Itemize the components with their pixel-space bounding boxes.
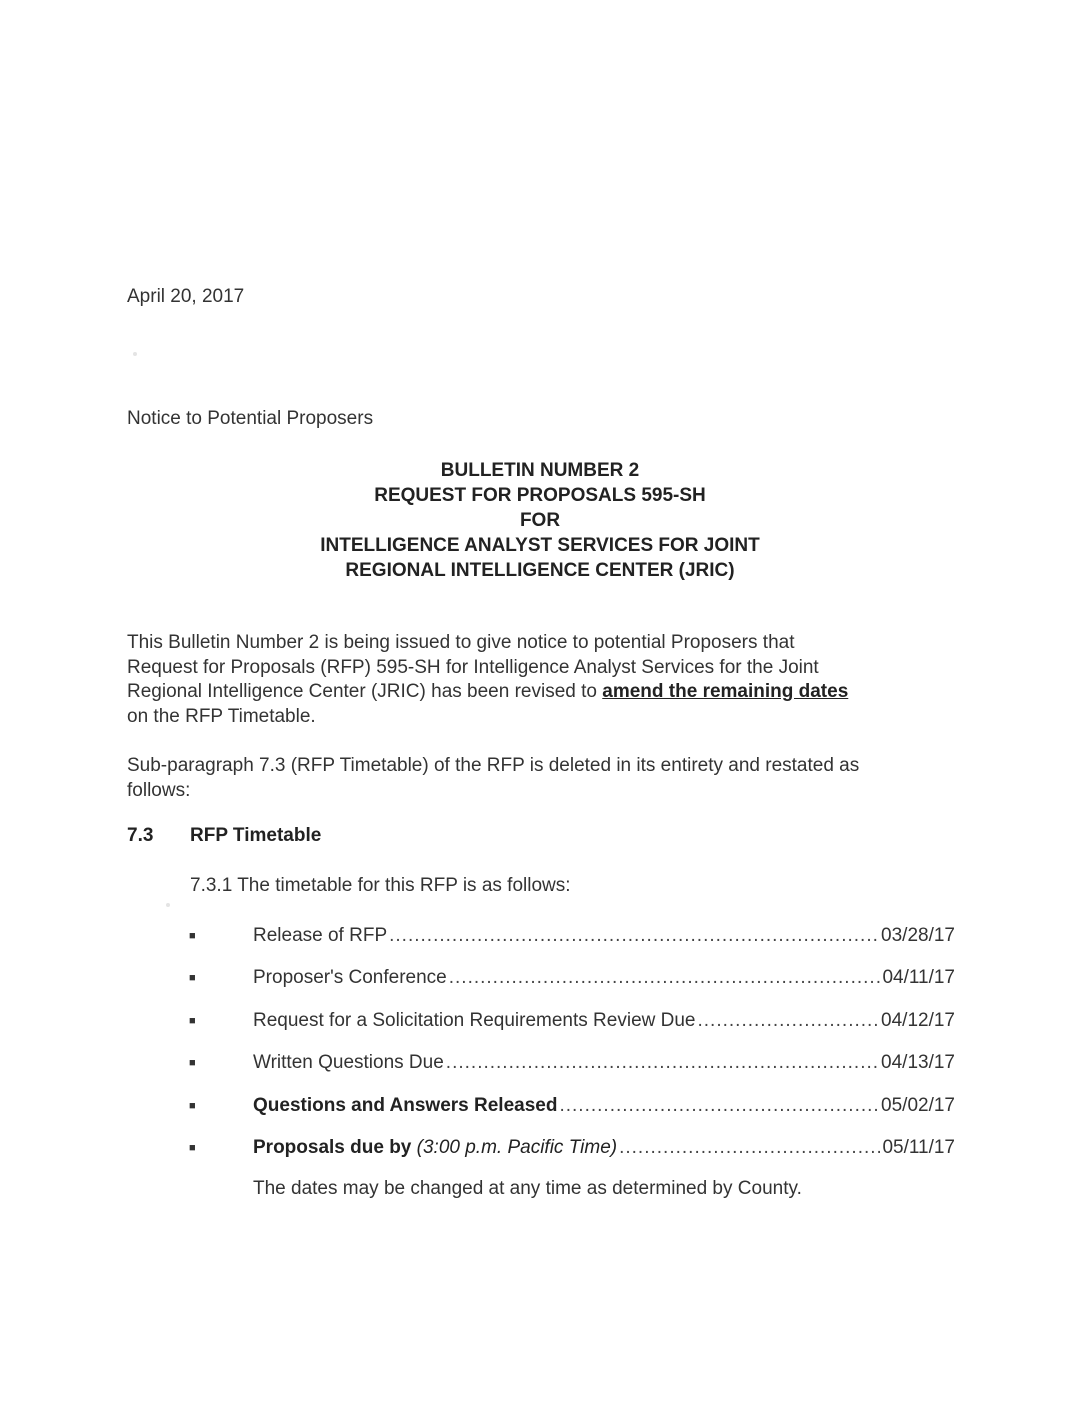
timetable-item [189, 1136, 955, 1178]
dot-leader [449, 966, 881, 990]
timetable-intro: 7.3.1 The timetable for this RFP is as follows: [190, 875, 571, 896]
paragraph-line: Request for Proposals (RFP) 595-SH for Intelligence Analyst Services for the Joint [127, 656, 819, 678]
paragraph-line: on the RFP Timetable. [127, 705, 316, 727]
paragraph-line: follows: [127, 779, 191, 801]
timetable-item [189, 924, 955, 966]
item-label: Release of RFP [253, 925, 388, 946]
item-date: 05/11/17 [882, 1136, 955, 1158]
item-qualifier: (3:00 p.m. Pacific Time) [416, 1136, 618, 1158]
restatement-paragraph [127, 754, 957, 803]
bullet-icon: ■ [189, 1057, 196, 1070]
item-date: 04/11/17 [882, 967, 955, 989]
dot-leader [446, 1051, 879, 1075]
dot-leader [389, 924, 879, 948]
bullet-icon: ■ [189, 1099, 196, 1112]
item-label: Proposer's Conference [253, 967, 447, 989]
paragraph-line: Sub-paragraph 7.3 (RFP Timetable) of the RFP is deleted in its entirety and restated as [127, 755, 860, 776]
timetable-item [189, 1094, 955, 1136]
item-label: Written Questions Due [253, 1052, 444, 1074]
emphasized-phrase: amend the remaining dates [602, 681, 849, 702]
bullet-icon: ■ [189, 1141, 196, 1154]
timetable-footnote: The dates may be changed at any time as determined by County. [253, 1178, 802, 1199]
timetable-item [189, 966, 955, 1008]
bullet-icon: ■ [189, 972, 196, 985]
dot-leader [698, 1009, 880, 1033]
timetable-list [189, 924, 955, 1178]
timetable-item [189, 1051, 955, 1093]
item-label: Request for a Solicitation Requirements Review Due [253, 1009, 696, 1031]
scan-speck [166, 903, 170, 907]
title-line: BULLETIN NUMBER 2 [440, 460, 640, 481]
salutation: Notice to Potential Proposers [127, 408, 374, 429]
bulletin-title [240, 458, 840, 583]
bullet-icon: ■ [189, 1014, 196, 1027]
dot-leader [619, 1136, 880, 1160]
paragraph-line [127, 680, 957, 705]
title-line: REQUEST FOR PROPOSALS 595-SH [374, 485, 706, 506]
item-date: 04/12/17 [881, 1009, 955, 1031]
dot-leader [559, 1094, 879, 1118]
item-date: 05/02/17 [881, 1094, 955, 1116]
item-date: 04/13/17 [881, 1052, 955, 1074]
item-date: 03/28/17 [881, 925, 955, 946]
scan-speck [133, 352, 137, 356]
item-label: Questions and Answers Released [253, 1094, 558, 1116]
title-line: INTELLIGENCE ANALYST SERVICES FOR JOINT [320, 535, 760, 556]
intro-paragraph [127, 631, 957, 729]
bullet-icon: ■ [189, 930, 196, 942]
item-label [253, 1136, 617, 1160]
title-line: REGIONAL INTELLIGENCE CENTER (JRIC) [345, 560, 735, 581]
section-heading [127, 825, 321, 847]
letter-date: April 20, 2017 [127, 286, 245, 307]
item-label-text: Proposals due by [253, 1136, 412, 1158]
section-number: 7.3 [127, 825, 154, 846]
paragraph-line: This Bulletin Number 2 is being issued to give notice to potential Proposers that [127, 632, 795, 653]
section-title: RFP Timetable [190, 825, 322, 846]
paragraph-text: Regional Intelligence Center (JRIC) has been revised to [127, 681, 603, 702]
timetable-item [189, 1009, 955, 1051]
title-line: FOR [519, 510, 561, 531]
